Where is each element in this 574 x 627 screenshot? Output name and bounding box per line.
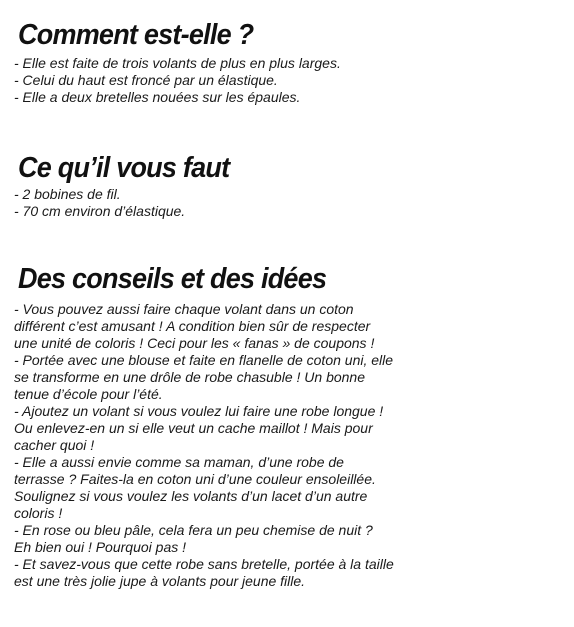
list-item: - Elle est faite de trois volants de plus en plus larges. (14, 55, 341, 71)
list-item: - Celui du haut est froncé par un élastique. (14, 72, 278, 88)
list-item: - Vous pouvez aussi faire chaque volant dans un coton différent c’est amusant ! A condition bien sûr de respecter une unité de coloris ! Ceci pour les « fanas » de coupons ! (14, 301, 375, 351)
list-item: - Elle a deux bretelles nouées sur les épaules. (14, 89, 301, 105)
section-title-materials: Ce qu’il vous faut (18, 152, 230, 184)
materials-list (14, 186, 185, 220)
list-item: - 70 cm environ d’élastique. (14, 203, 186, 219)
list-item: - Elle a aussi envie comme sa maman, d’une robe de terrasse ? Faites-la en coton uni d’une couleur ensoleillée. Soulignez si vous voulez les volants d’un lacet d’un autre coloris ! (14, 454, 376, 521)
section-title-tips-and-ideas: Des conseils et des idées (18, 263, 327, 295)
list-item: - Portée avec une blouse et faite en flanelle de coton uni, elle se transforme en une drôle de robe chasuble ! Un bonne tenue d’école pour l’été. (14, 352, 394, 402)
list-item: - 2 bobines de fil. (14, 186, 121, 202)
list-item: - Et savez-vous que cette robe sans bretelle, portée à la taille est une très jolie jupe à volants pour jeune fille. (14, 556, 394, 589)
list-item: - En rose ou bleu pâle, cela fera un peu chemise de nuit ? Eh bien oui ! Pourquoi pas ! (14, 522, 373, 555)
tips-list (14, 301, 394, 590)
list-item: - Ajoutez un volant si vous voulez lui faire une robe longue ! Ou enlevez-en un si elle veut un cache maillot ! Mais pour cacher quoi ! (14, 403, 384, 453)
section-title-comment-est-elle: Comment est-elle ? (18, 19, 254, 51)
description-list (14, 55, 341, 106)
